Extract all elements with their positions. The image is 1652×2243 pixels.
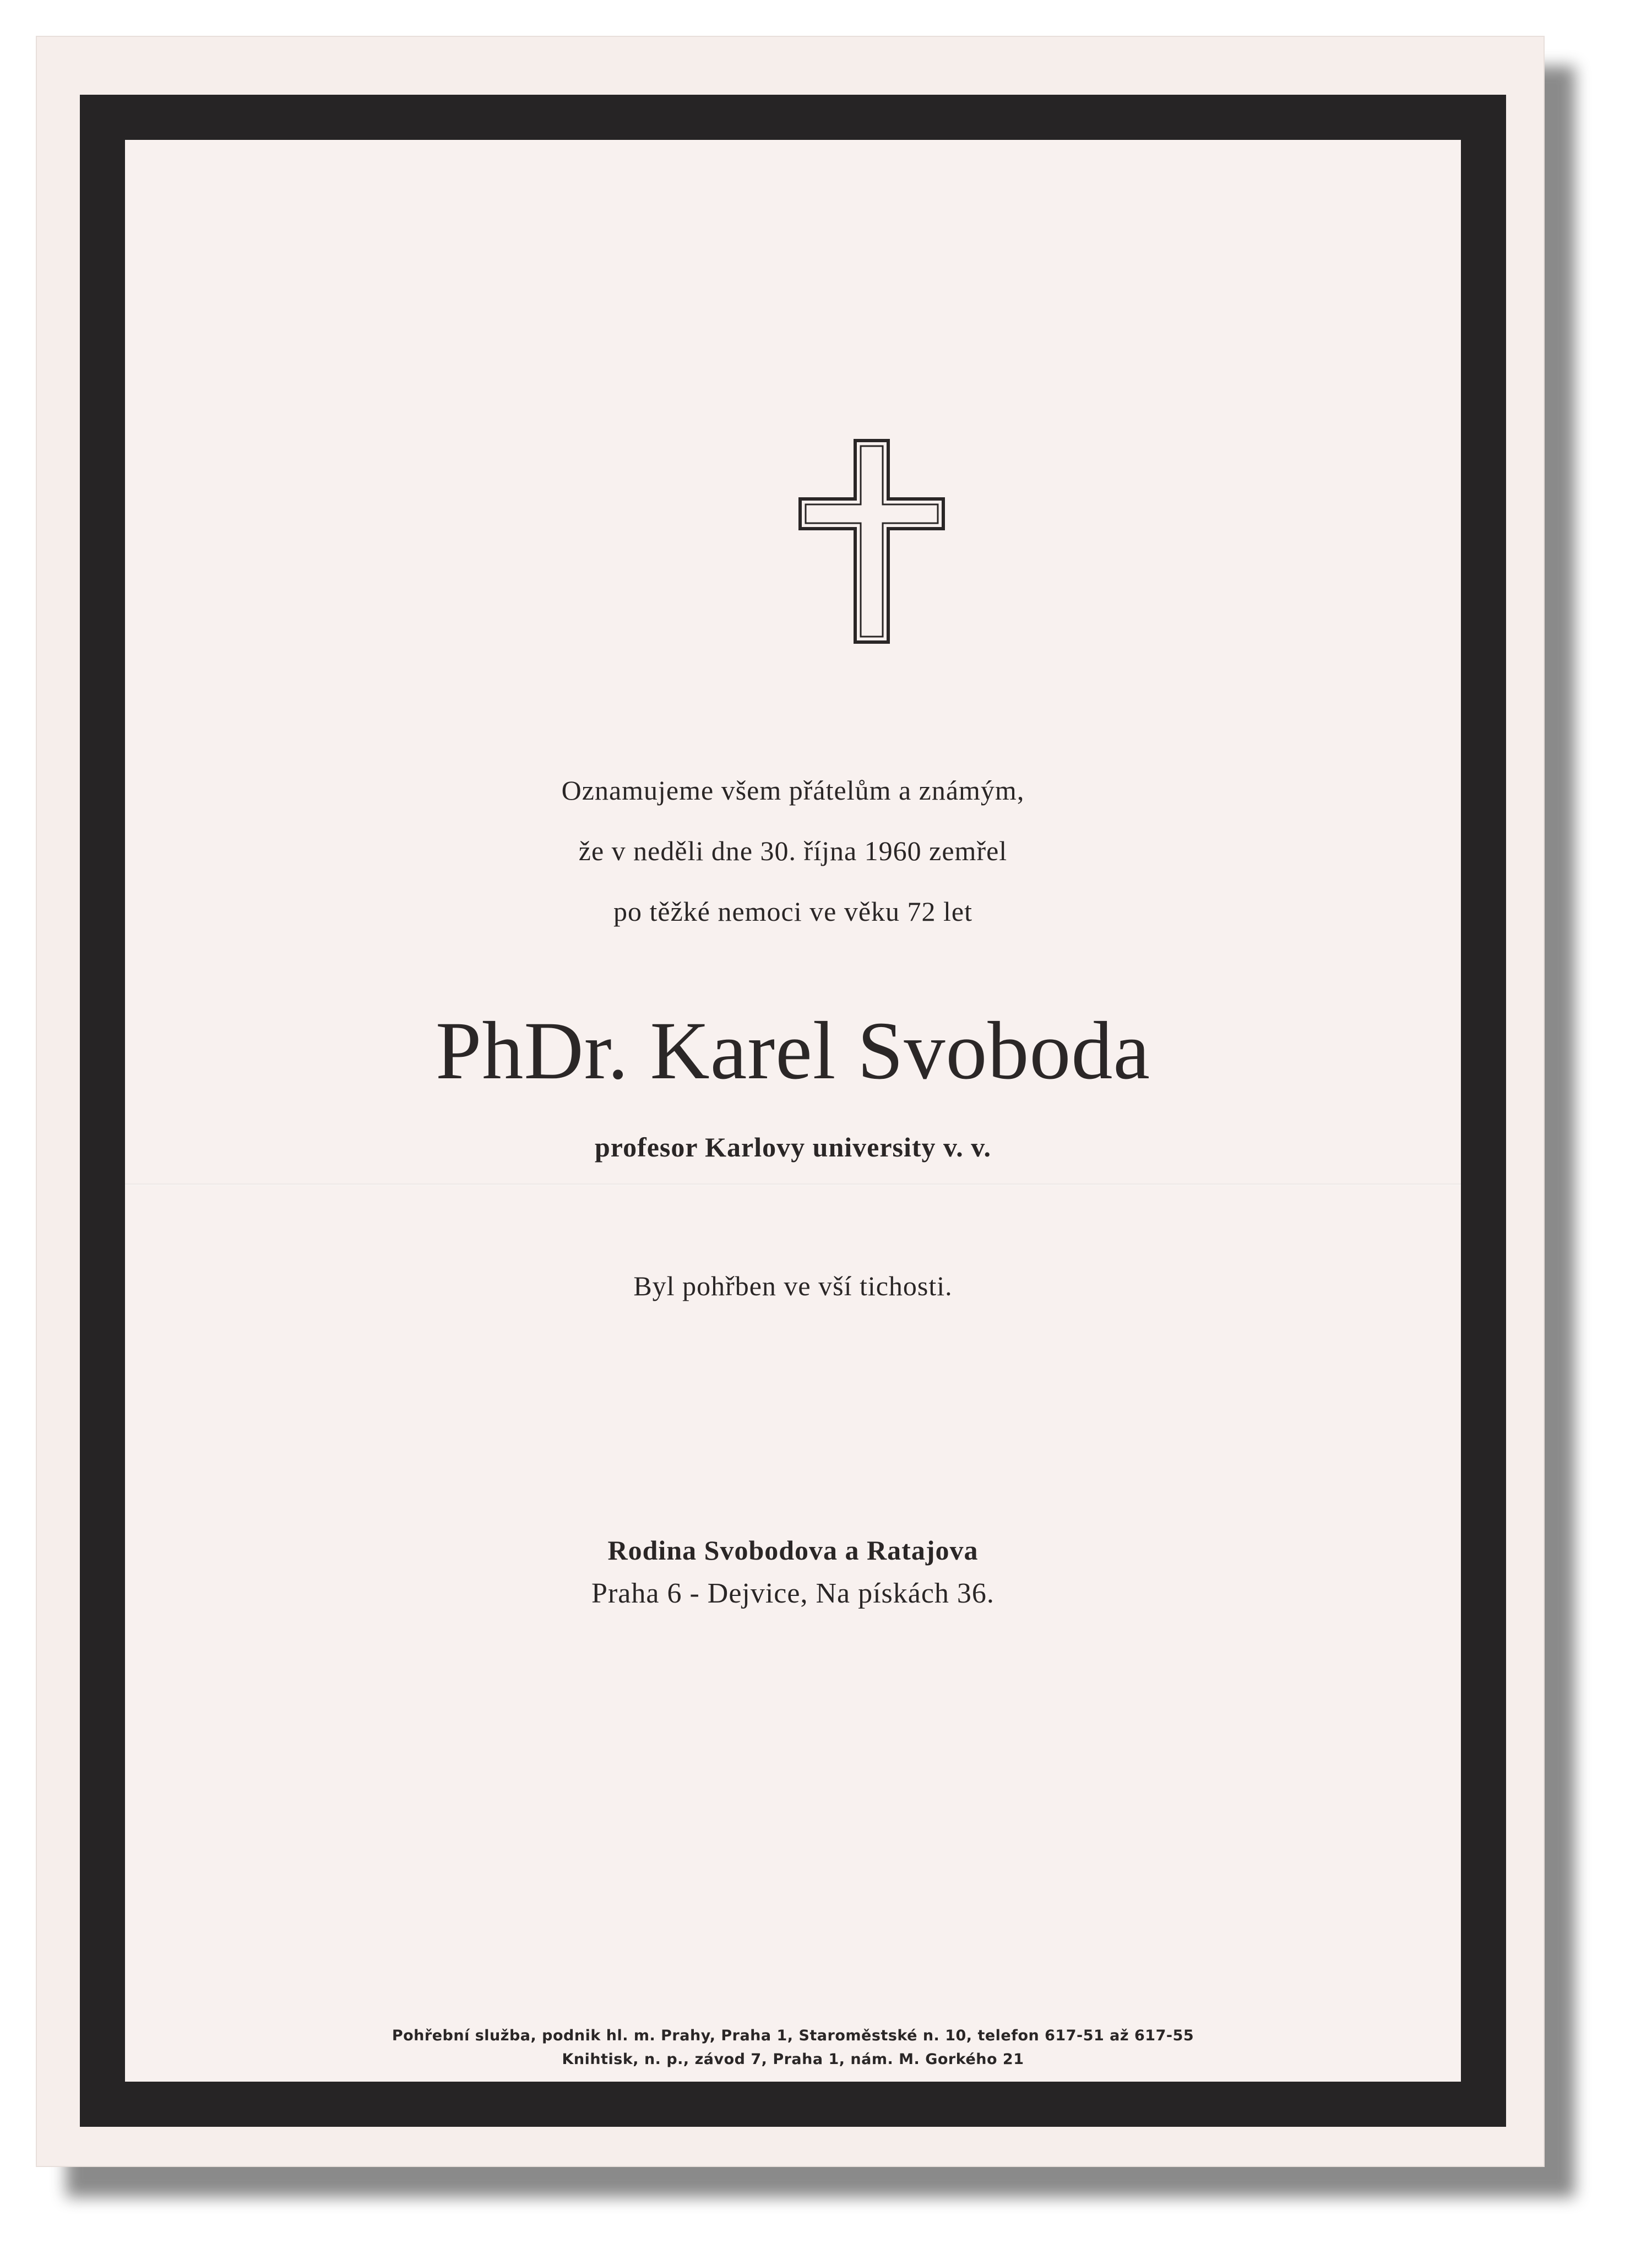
family-address: Praha 6 - Dejvice, Na pískách 36.	[591, 1578, 995, 1609]
printer-footer-line-2: Knihtisk, n. p., závod 7, Praha 1, nám. M. Gorkého 21	[562, 2051, 1024, 2068]
family-signature: Rodina Svobodova a Ratajova	[607, 1535, 979, 1566]
intro-line-2: že v neděli dne 30. října 1960 zemřel	[578, 835, 1008, 866]
printer-footer-line-1: Pohřební služba, podnik hl. m. Prahy, Praha 1, Staroměstské n. 10, telefon 617-51 až 617-55	[392, 2027, 1194, 2044]
burial-note: Byl pohřben ve vší tichosti.	[633, 1270, 953, 1301]
intro-line-1: Oznamujeme všem přátelům a známým,	[561, 775, 1025, 806]
obituary-sheet	[36, 36, 1545, 2167]
intro-line-3: po těžké nemoci ve věku 72 let	[613, 896, 972, 927]
deceased-title: profesor Karlovy university v. v.	[594, 1132, 992, 1163]
paper-fold-line	[125, 1183, 1461, 1186]
deceased-name: PhDr. Karel Svoboda	[435, 1005, 1151, 1096]
cross-icon	[796, 437, 948, 647]
black-mourning-border	[80, 95, 1506, 2127]
